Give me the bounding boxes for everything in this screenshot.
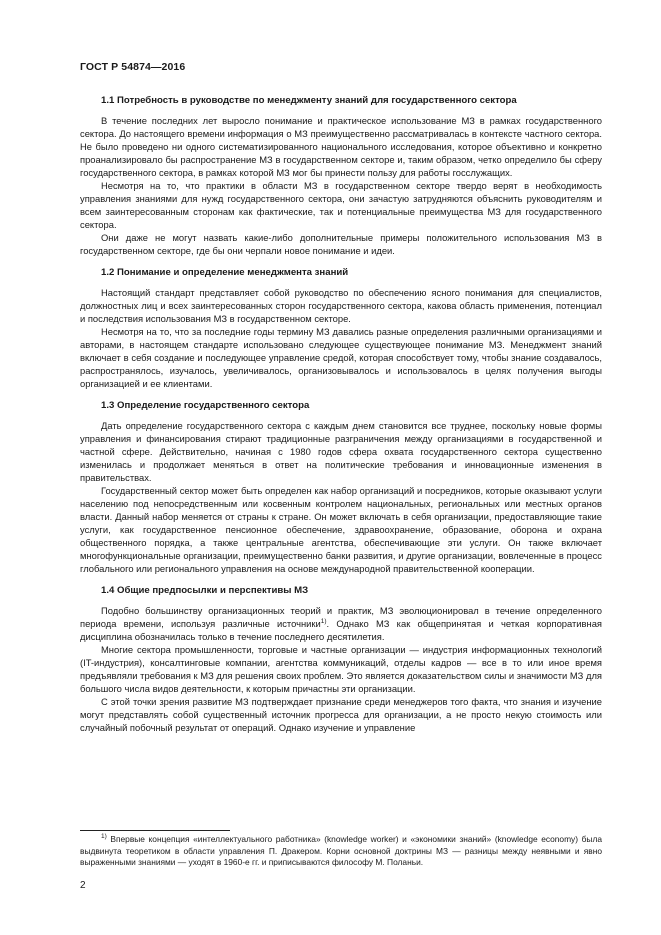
paragraph: Государственный сектор может быть определен как набор организаций и посредников, которые оказывают услуги населению под непосредственным или косвенным контролем национальных, региональных или местных органов власти. Данный набор меняется от страны к стране. Он может включать в себя организации, предоставляющие такие услуги, как государственное пенсионное обеспечение, здравоохранение, образование, оборона и охрана общественного порядка, а также центральные агентства, обеспечивающие эти услуги. Он также включает многофункциональные организации, преимущественно банки развития, и другие организации, вовлеченные в процесс глобального или регионального управления на основе международной правительственной кооперации. xyxy=(80,485,602,574)
footnote xyxy=(80,834,602,869)
footnote-text: Впервые концепция «интеллектуального работника» (knowledge worker) и «экономики знаний» (knowledge economy) была выдвинута теоретиком в области управления П. Дракером. Корни основной доктрины МЗ — разницы между неявными и явно выраженными знаниями — уходят в 1960-е гг. и приписываются философу М. Поланьи. xyxy=(80,834,602,867)
section-heading: 1.4 Общие предпосылки и перспективы МЗ xyxy=(101,585,309,596)
paragraph: Дать определение государственного сектора с каждым днем становится все труднее, поскольку новые формы управления и финансирования стирают традиционные разграничения между организациями в государственной и частной сфере. Действительно, начиная с 1980 годов сфера охвата государственного сектора существенно изменилась и продолжает меняться в ответ на политические требования и инновационные изменения в правительствах. xyxy=(80,420,602,483)
paragraph: Многие сектора промышленности, торговые и частные организации — индустрия информационных технологий (IT-индустрия), консалтинговые компании, агентства коммуникаций, отделы кадров — все в то или иное время предъявляли требования к МЗ для решения своих проблем. Это является доказательством силы и значимости МЗ для большого числа видов деятельности, к которым причастны эти организации. xyxy=(80,644,602,694)
paragraph: Несмотря на то, что за последние годы термину МЗ давались разные определения различными организациями и авторами, в настоящем стандарте использовано следующее существующее понимание МЗ. Менеджмент знаний включает в себя создание и последующее управление средой, которая способствует тому, чтобы знание создавалось, распространялось, изучалось, увеличивалось, организовывалось и использовалось в целях получения выгоды организацией и ее клиентами. xyxy=(80,326,602,389)
footnote-mark: 1) xyxy=(101,833,107,841)
section-1-3 xyxy=(80,399,602,575)
paragraph-text: Подобно большинству организационных теорий и практик, МЗ эволюционировал в течение определенного периода времени, используя различные источники xyxy=(80,605,602,629)
paragraph-with-footnote-ref xyxy=(80,604,602,643)
footnote-reference[interactable]: 1) xyxy=(320,617,327,625)
section-1-4 xyxy=(80,584,602,734)
document-body xyxy=(80,94,602,743)
standard-header: ГОСТ Р 54874—2016 xyxy=(80,61,186,73)
section-1-1 xyxy=(80,94,602,257)
paragraph: Настоящий стандарт представляет собой руководство по обеспечению ясного понимания для специалистов, должностных лиц и всех заинтересованных сторон государственного сектора, какова область применения, потенциал и последствия использования МЗ в государственном секторе. xyxy=(80,287,602,324)
section-heading: 1.2 Понимание и определение менеджмента знаний xyxy=(101,267,349,278)
paragraph: С этой точки зрения развитие МЗ подтверждает признание среди менеджеров того факта, что знания и изучение могут представлять собой существенный источник прогресса для организации, а не просто некую стоимость или случайный побочный результат от операций. Однако изучение и управление xyxy=(80,696,602,733)
section-1-2 xyxy=(80,266,602,390)
paragraph: В течение последних лет выросло понимание и практическое использование МЗ в рамках государственного сектора. До настоящего времени информация о МЗ преимущественно рассматривалась в контексте частного сектора. Не было проведено ни одного систематизированного национального исследования, которое объективно и конкретно проанализировало бы распространение МЗ в государственном секторе и, таким образом, четко определило бы сферу государственного сектора, в рамках которой МЗ мог бы принести пользу для работы госслужащих. xyxy=(80,115,602,178)
paragraph: Они даже не могут назвать какие-либо дополнительные примеры положительного использования МЗ в государственном секторе, где бы они черпали новое понимание и идеи. xyxy=(80,232,602,256)
footnote-paragraph xyxy=(80,834,602,869)
paragraph-text: . Однако МЗ как общепринятая и четкая корпоративная дисциплина обозначилась только в течение последнего десятилетия. xyxy=(80,618,602,642)
page-number: 2 xyxy=(80,880,86,891)
paragraph: Несмотря на то, что практики в области МЗ в государственном секторе твердо верят в необходимость управления знаниями для нужд государственного сектора, они зачастую затрудняются объяснить руководителям и всем заинтересованным сторонам как фактические, так и потенциальные преимущества МЗ для государственного сектора. xyxy=(80,180,602,230)
section-heading: 1.3 Определение государственного сектора xyxy=(101,400,310,411)
footnote-separator xyxy=(80,830,230,831)
section-heading: 1.1 Потребность в руководстве по менеджменту знаний для государственного сектора xyxy=(101,95,517,106)
